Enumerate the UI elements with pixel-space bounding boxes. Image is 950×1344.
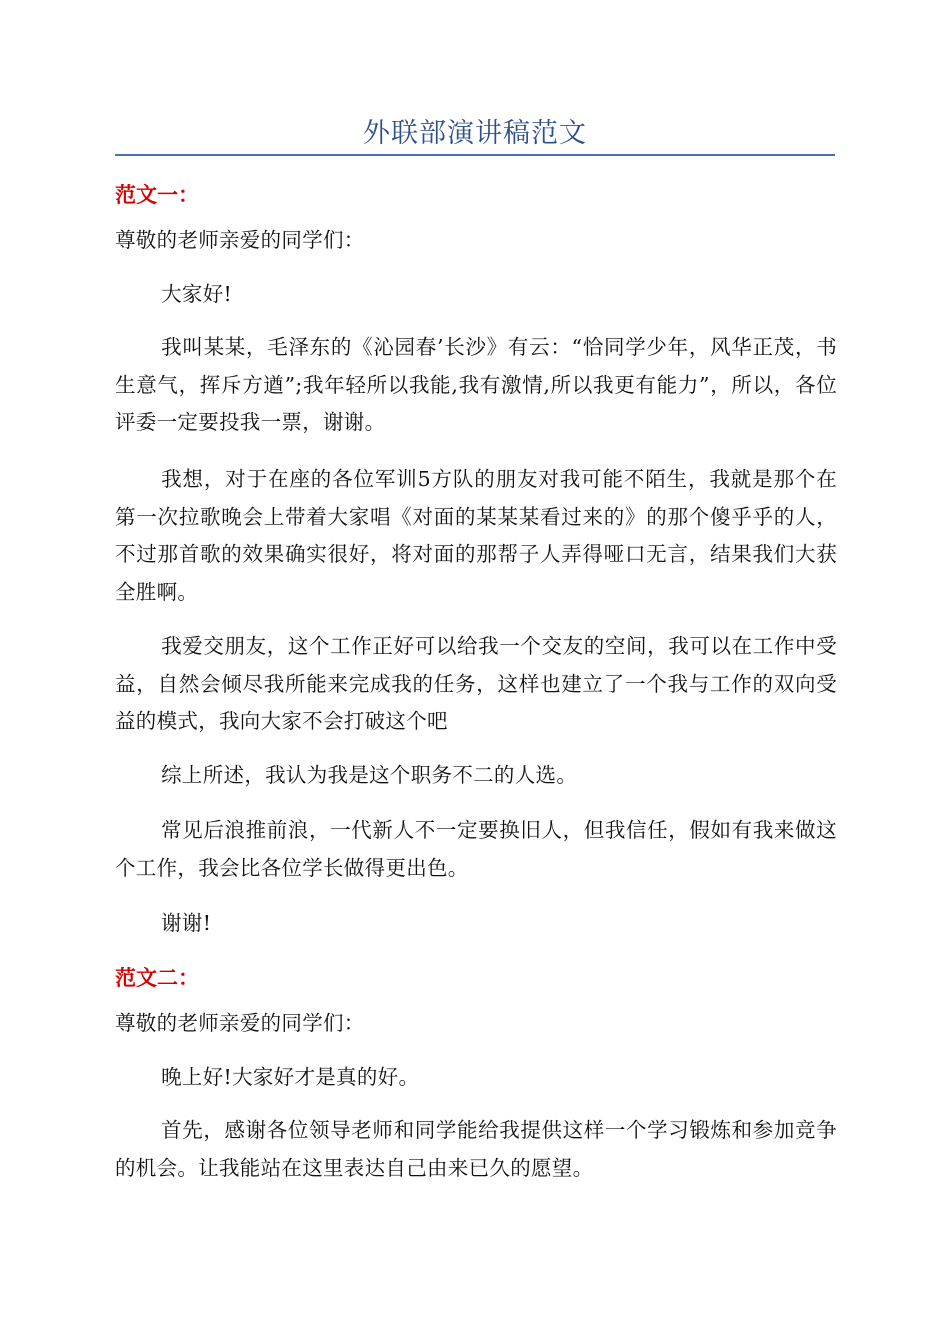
section-heading-1: 范文一： — [115, 183, 199, 207]
document-title: 外联部演讲稿范文 — [363, 118, 587, 149]
paragraph: 常见后浪推前浪，一代新人不一定要换旧人，但我信任，假如有我来做这个工作，我会比各位学长做得更出色。 — [115, 818, 837, 880]
title-underline — [115, 154, 835, 156]
paragraph: 我叫某某，毛泽东的《沁园春’长沙》有云：“恰同学少年，风华正茂，书生意气，挥斥方遒”;我年轻所以我能,我有激情,所以我更有能力”，所以，各位评委一定要投我一票，谢谢。 — [115, 335, 837, 434]
paragraph: 综上所述，我认为我是这个职务不二的人选。 — [161, 763, 578, 787]
salutation-1: 尊敬的老师亲爱的同学们： — [115, 228, 365, 252]
paragraph: 晚上好!大家好才是真的好。 — [161, 1065, 420, 1089]
paragraph: 谢谢! — [161, 911, 212, 935]
paragraph: 大家好! — [161, 282, 233, 306]
paragraph: 首先，感谢各位领导老师和同学能给我提供这样一个学习锻炼和参加竞争的机会。让我能站在这里表达自己由来已久的愿望。 — [115, 1118, 837, 1180]
section-heading-2: 范文二： — [115, 966, 199, 990]
salutation-2: 尊敬的老师亲爱的同学们： — [115, 1011, 365, 1035]
paragraph: 我想，对于在座的各位军训5方队的朋友对我可能不陌生，我就是那个在第一次拉歌晚会上带着大家唱《对面的某某某看过来的》的那个傻乎乎的人，不过那首歌的效果确实很好，将对面的那帮子人弄得哑口无言，结果我们大获全胜啊。 — [115, 467, 837, 604]
paragraph: 我爱交朋友，这个工作正好可以给我一个交友的空间，我可以在工作中受益，自然会倾尽我所能来完成我的任务，这样也建立了一个我与工作的双向受益的模式，我向大家不会打破这个吧 — [115, 634, 837, 733]
